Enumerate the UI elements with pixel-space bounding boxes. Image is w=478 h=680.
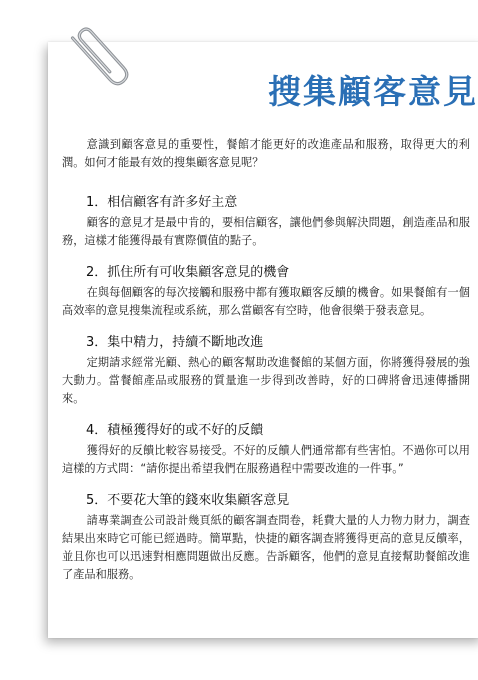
section-heading: 4．積極獲得好的或不好的反饋 (86, 423, 264, 438)
section-body: 顧客的意見才是最中肯的，要相信顧客，讓他們參與解決問題，創造產品和服務，這樣才能獲得最有實際價值的點子。 (62, 216, 470, 247)
section-3 (62, 334, 470, 408)
page-title: 搜集顧客意見 (268, 72, 478, 111)
section-heading: 5．不要花大筆的錢來收集顧客意見 (86, 493, 290, 508)
section-body: 定期請求經常光顧、熱心的顧客幫助改進餐館的某個方面，你將獲得發展的強大動力。當餐館產品或服務的質量進一步得到改善時，好的口碑將會迅速傳播開來。 (62, 356, 470, 405)
section-body: 獲得好的反饋比較容易接受。不好的反饋人們通常都有些害怕。不過你可以用這樣的方式問：“請你提出希望我們在服務過程中需要改進的一件事。” (62, 444, 470, 475)
section-4 (62, 422, 470, 478)
section-5 (62, 492, 470, 584)
section-2 (62, 264, 470, 320)
section-heading: 3．集中精力，持續不斷地改進 (86, 335, 264, 350)
section-body: 請專業調查公司設計幾頁紙的顧客調查問卷，耗費大量的人力物力財力，調查結果出來時它可能已經過時。簡單點，快捷的顧客調查將獲得更高的意見反饋率，並且你也可以迅速對相應問題做出反應。告訴顧客，他們的意見直接幫助餐館改進了產品和服務。 (62, 514, 470, 581)
section-heading: 1．相信顧客有許多好主意 (86, 195, 238, 210)
paperclip-icon (55, 10, 145, 100)
intro-paragraph: 意識到顧客意見的重要性，餐館才能更好的改進產品和服務，取得更大的利潤。如何才能最有效的搜集顧客意見呢？ (62, 138, 470, 169)
section-1 (62, 194, 470, 250)
section-heading: 2．抓住所有可收集顧客意見的機會 (86, 265, 290, 280)
article-body (62, 136, 470, 598)
section-body: 在與每個顧客的每次接觸和服務中都有獲取顧客反饋的機會。如果餐館有一個高效率的意見搜集流程或系統，那么當顧客有空時，他會很樂于發表意見。 (62, 286, 470, 317)
